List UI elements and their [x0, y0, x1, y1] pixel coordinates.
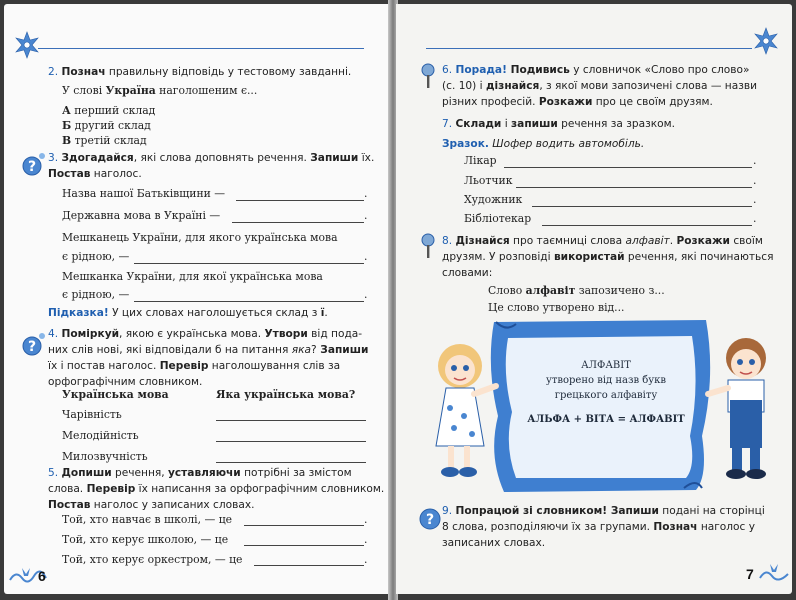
task7-answer-line-2[interactable]: [516, 187, 752, 188]
girl-character: [436, 344, 496, 477]
task8-line1: 8. Дізнайся про таємниці слова алфавіт. Розкажи своїм: [442, 235, 763, 247]
task5-sentence-2: Той, хто керує школою, — це: [62, 533, 229, 546]
scroll-line-3: грецького алфавіту: [554, 390, 658, 401]
task7-word-3: Художник: [464, 193, 523, 206]
task7-sample: Зразок. Шофер водить автомобіль.: [442, 138, 645, 150]
task4-line4: орфографічним словником.: [48, 376, 203, 388]
header-rule: [426, 48, 752, 49]
svg-text:?: ?: [27, 159, 37, 175]
task2-option-a[interactable]: А перший склад: [62, 104, 156, 117]
task5-sentence-1: Той, хто навчає в школі, — це: [62, 513, 233, 526]
task7-word-4: Бібліотекар: [464, 212, 532, 225]
task5-line1: 5. Допиши речення, уставляючи потрібні за змістом: [48, 467, 352, 479]
task6-line2: (с. 10) і дізнайся, з якої мови запозичені слова — назви: [442, 80, 757, 92]
task3-sentence-2: Державна мова в Україні —: [62, 209, 221, 222]
microphone-icon: [418, 62, 438, 90]
task5-line2: слова. Перевір їх написання за орфографічним словником.: [48, 483, 385, 495]
task2-option-b[interactable]: Б другий склад: [62, 119, 151, 132]
task8-phrase-1: Слово алфавіт запозичено з...: [488, 284, 665, 297]
task5-answer-line-2[interactable]: [244, 545, 364, 546]
right-page: 6. Порада! Подивись у словничок «Слово про слово» (с. 10) і дізнайся, з якої мови запозичені слова — назви різних професій. Розкажи про це своїм друзям. 7. Склади і запиши речення за зразком. Зразок. Шофер водить автомобіль. Лікар . Льотчик . Художник . Бібліотекар . 8. Дізнайся про таємниці слова алфавіт. Розкажи своїм друзям. У розповіді використай речення, які починаються словами: Слово алфавіт запозичено з... Це слово утворено від... АЛФАВІТ утворено від назв букв грецького алфавіту АЛЬФА + ВІТА = АЛФАВІТ ? 9. Попрацюй зі словником! Запиши подані на сторінці 8 слова, розподіляючи їх за групами. Познач наголос у записаних словах. 7: [396, 4, 792, 594]
task8-line2: друзям. У розповіді використай речення, які починаються: [442, 251, 774, 263]
page-number-left: 6: [38, 568, 46, 584]
task6-line3: різних професій. Розкажи про це своїм друзям.: [442, 96, 713, 108]
task3-sentence-3: Мешканець України, для якого українська мова: [62, 231, 338, 244]
task7-word-1: Лікар: [464, 154, 497, 167]
task7-word-2: Льотчик: [464, 174, 513, 187]
task3-sentence-1: Назва нашої Батьківщини —: [62, 187, 226, 200]
scroll-formula: АЛЬФА + ВІТА = АЛФАВІТ: [527, 414, 685, 425]
task3-answer-line-2[interactable]: [232, 222, 364, 223]
task4-word-1: Чарівність: [62, 408, 122, 421]
task4-word-2: Мелодійність: [62, 429, 139, 442]
task3-sentence-4-cont: є рідною, —: [62, 288, 130, 301]
question-mark-icon: [418, 502, 444, 532]
scroll-text: [516, 358, 696, 427]
task4-answer-line-1[interactable]: [216, 420, 366, 421]
snowflake-ornament-icon: [752, 26, 780, 56]
task4-word-3: Милозвучність: [62, 450, 148, 463]
task7-instruction: 7. Склади і запиши речення за зразком.: [442, 118, 675, 130]
task4-answer-line-3[interactable]: [216, 462, 366, 463]
task4-line1: 4. Поміркуй, якою є українська мова. Утвори від пода-: [48, 328, 363, 340]
task3-instruction-line2: Постав наголос.: [48, 168, 142, 180]
boy-character: [708, 338, 766, 479]
task3-answer-line-4[interactable]: [134, 301, 364, 302]
task3-sentence-4: Мешканка України, для якої українська мова: [62, 270, 323, 283]
task3-hint: Підказка! У цих словах наголошується склад з ї.: [48, 307, 328, 319]
task3-instruction-line1: 3. Здогадайся, які слова доповнять речення. Запиши їх.: [48, 152, 375, 164]
svg-text:?: ?: [425, 512, 435, 528]
question-mark-icon: [22, 330, 48, 358]
task8-phrase-2: Це слово утворено від...: [488, 301, 625, 314]
scroll-line-2: утворено від назв букв: [545, 375, 667, 386]
task4-column-header-2: Яка українська мова?: [216, 388, 356, 401]
task7-answer-line-1[interactable]: [504, 167, 752, 168]
task8-line3: словами:: [442, 267, 493, 279]
task7-answer-line-3[interactable]: [532, 206, 752, 207]
task3-answer-line-3[interactable]: [134, 263, 364, 264]
svg-text:?: ?: [27, 339, 37, 355]
task4-line2: них слів нові, які відповідали б на питання яка? Запиши: [48, 344, 369, 356]
task5-answer-line-3[interactable]: [254, 565, 364, 566]
header-rule: [38, 48, 364, 49]
left-page: 2. Познач правильну відповідь у тестовому завданні. У слові Україна наголошеним є... А перший склад Б другий склад В третій склад ? 3. Здогадайся, які слова доповнять речення. Запиши їх. Постав наголос. Назва нашої Батьківщини — . Державна мова в Україні — . Мешканець України, для якого українська мова є рідною, — . Мешканка України, для якої українська мова є рідною, — . Підказка! У цих словах наголошується склад з ї. ? 4. Поміркуй, якою є українська мова. Утвори від пода- них слів нові, які відповідали б на питання яка? Запиши їх і постав наголос. Перевір наголошування слів за орфографічним словником. Українська мова Яка українська мова? Чарівність Мелодійність Милозвучність 5. Допиши речення, уставляючи потрібні за змістом слова. Перевір їх написання за орфографічним словником. Постав наголос у записаних словах. Той, хто навчає в школі, — це . Той, хто керує школою, — це . Той, хто керує оркестром, — це . 6: [4, 4, 392, 594]
snowflake-ornament-icon: [14, 30, 40, 60]
task9-line2: 8 слова, розподіляючи їх за групами. Познач наголос у: [442, 521, 755, 533]
question-mark-icon: [22, 150, 48, 178]
task7-answer-line-4[interactable]: [542, 225, 752, 226]
task2-instruction: 2. Познач правильну відповідь у тестовому завданні.: [48, 66, 352, 78]
task4-column-header-1: Українська мова: [62, 388, 169, 401]
task4-line3: їх і постав наголос. Перевір наголошування слів за: [48, 360, 341, 372]
page-number-right: 7: [746, 566, 754, 582]
task3-sentence-3-cont: є рідною, —: [62, 250, 130, 263]
task5-line3: Постав наголос у записаних словах.: [48, 499, 255, 511]
task6-line1: 6. Порада! Подивись у словничок «Слово про слово»: [442, 64, 750, 76]
wave-ornament-icon: [758, 560, 790, 584]
task3-answer-line-1[interactable]: [236, 200, 364, 201]
task5-answer-line-1[interactable]: [244, 525, 364, 526]
scroll-title: АЛФАВІТ: [581, 360, 631, 371]
task2-question: У слові Україна наголошеним є...: [62, 84, 258, 97]
task4-answer-line-2[interactable]: [216, 441, 366, 442]
task2-option-c[interactable]: В третій склад: [62, 134, 147, 147]
task5-sentence-3: Той, хто керує оркестром, — це: [62, 553, 243, 566]
microphone-icon: [418, 232, 438, 260]
task9-line3: записаних словах.: [442, 537, 546, 549]
task9-line1: 9. Попрацюй зі словником! Запиши подані на сторінці: [442, 505, 765, 517]
